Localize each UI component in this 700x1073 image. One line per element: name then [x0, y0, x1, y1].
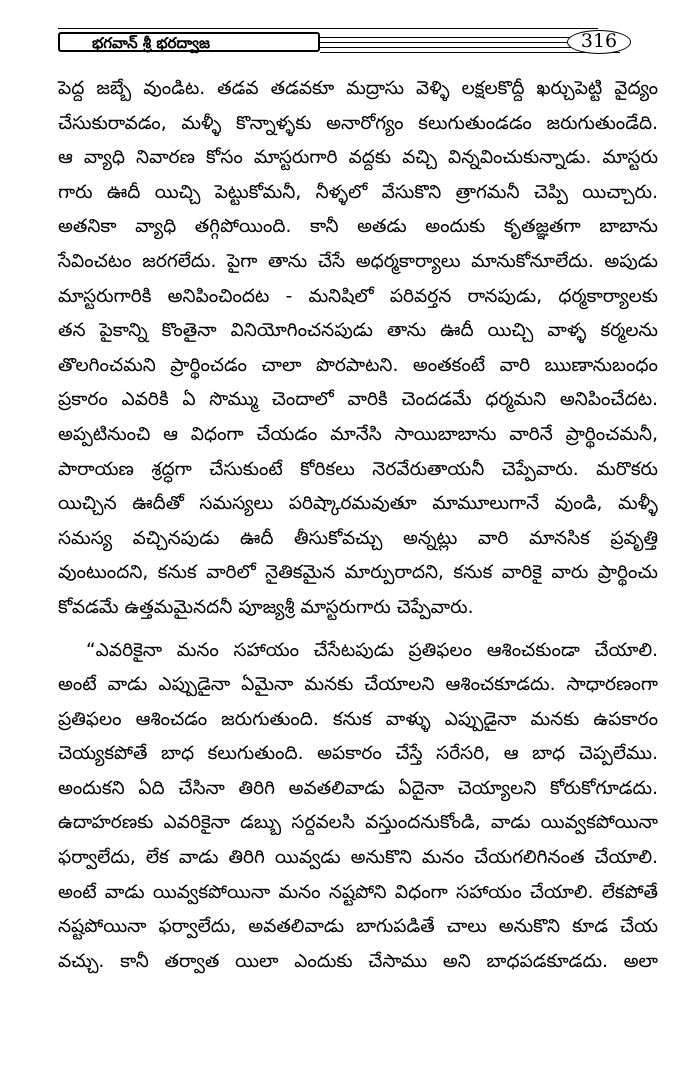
text-line: తన పైకాన్ని కొంతైనా వినియోగించనపుడు తాను ఊదీ యిచ్చి వాళ్ళ కర్మలను: [58, 320, 658, 342]
text-line: పారాయణ శ్రద్ధగా చేసుకుంటే కోరికలు నెరవేరుతాయనీ చెప్పేవారు. మరొకరు: [58, 458, 658, 480]
text-line: చేసుకురావడం, మళ్ళీ కొన్నాళ్ళకు అనారోగ్యం కలుగుతుండడం జరుగుతుండేది.: [58, 112, 658, 134]
page-number: 316: [567, 30, 631, 54]
text-line: వుంటుందని, కనుక వారిలో నైతికమైన మార్పురాదని, కనుక వారికై వారు ప్రార్థించు: [58, 562, 658, 584]
text-line: పెద్ద జబ్బే వుండిట. తడవ తడవకూ మద్రాసు వెళ్ళి లక్షలకొద్దీ ఖర్చుపెట్టి వైద్యం: [58, 78, 658, 99]
text-line: అతనికా వ్యాధి తగ్గిపోయింది. కానీ అతడు అందుకు కృతజ్ఞతగా బాబాను: [58, 216, 658, 238]
text-line: అందుకని ఏది చేసినా తిరిగి అవతలివాడు ఏదైనా చెయ్యాలని కోరుకోగూడదు.: [58, 777, 658, 799]
paragraph: [58, 72, 658, 626]
text-line: యిచ్చిన ఊదీతో సమస్యలు పరిష్కారమవుతూ మామూలుగానే వుండి, మళ్ళీ: [58, 493, 658, 515]
text-line: గారు ఊదీ యిచ్చి పెట్టుకోమనీ, నీళ్ళలో వేసుకొని త్రాగమనీ చెప్పి యిచ్చారు.: [58, 181, 658, 203]
running-head-title: భగవాన్ శ్రీ భరద్వాజ: [92, 34, 210, 52]
text-line: తొలగించమని ప్రార్థించడం చాలా పొరపాటని. అంతకంటే వారి ఋణానుబంధం: [58, 354, 658, 376]
text-line: ఉదాహరణకు ఎవరికైనా డబ్బు సర్దవలసి వస్తుందనుకోండి, వాడు యివ్వకపోయినా: [58, 812, 658, 834]
text-line: అప్పటినుంచి ఆ విధంగా చేయడం మానేసి సాయిబాబాను వారినే ప్రార్థించమనీ,: [58, 423, 658, 445]
text-line: ప్రతిఫలం ఆశించడం జరుగుతుంది. కనుక వాళ్ళు ఎప్పుడైనా మనకు ఉపకారం: [58, 708, 658, 730]
text-line: ఫర్వాలేదు, లేక వాడు తిరిగి యివ్వడు అనుకొని మనం చేయగలిగినంత చేయాలి.: [58, 847, 658, 869]
text-line: ఆ వ్యాధి నివారణ కోసం మాస్టరుగారి వద్దకు వచ్చి విన్నవించుకున్నాడు. మాస్టరు: [58, 147, 658, 169]
text-line: కోవడమే ఉత్తమమైనదనీ పూజ్యశ్రీ మాస్టరుగారు చెప్పేవారు.: [58, 596, 474, 618]
text-line: “ఎవరికైనా మనం సహాయం చేసేటపుడు ప్రతిఫలం ఆశించకుండా చేయాలి.: [86, 639, 658, 661]
text-line: సేవించటం జరగలేదు. పైగా తాను చేసే అధర్మకార్యాలు మానుకోనూలేదు. అపుడు: [58, 250, 658, 272]
text-line: వచ్చు. కానీ తర్వాత యిలా ఎందుకు చేసాము అని బాధపడకూడదు. అలా: [58, 950, 658, 972]
text-line: నష్టపోయినా ఫర్వాలేదు, అవతలివాడు బాగుపడితే చాలు అనుకొని కూడ చేయ: [58, 916, 658, 938]
page-body: [58, 72, 658, 979]
text-line: మాస్టరుగారికి అనిపించిందట - మనిషిలో పరివర్తన రానపుడు, ధర్మకార్యాలకు: [58, 285, 658, 307]
paragraph: [58, 634, 658, 980]
text-line: చెయ్యకపోతే బాధ కలుగుతుంది. అపకారం చేస్తే సరేసరి, ఆ బాధ చెప్పలేము.: [58, 743, 658, 765]
text-line: ప్రకారం ఎవరికి ఏ సొమ్ము చెందాలో వారికి చెందడమే ధర్మమని అనిపించేదట.: [58, 389, 658, 411]
page-header: [58, 28, 662, 54]
header-top-rule: [58, 28, 598, 29]
text-line: సమస్య వచ్చినపుడు ఊదీ తీసుకోవచ్చు అన్నట్లు వారి మానసిక ప్రవృత్తి: [58, 527, 658, 549]
text-line: అంటే వాడు యివ్వకపోయినా మనం నష్టపోని విధంగా సహాయం చేయాలి. లేకపోతే: [58, 881, 658, 903]
text-line: అంటే వాడు ఎప్పుడైనా ఏమైనా మనకు చేయాలని ఆశించకూడదు. సాధారణంగా: [58, 674, 658, 696]
